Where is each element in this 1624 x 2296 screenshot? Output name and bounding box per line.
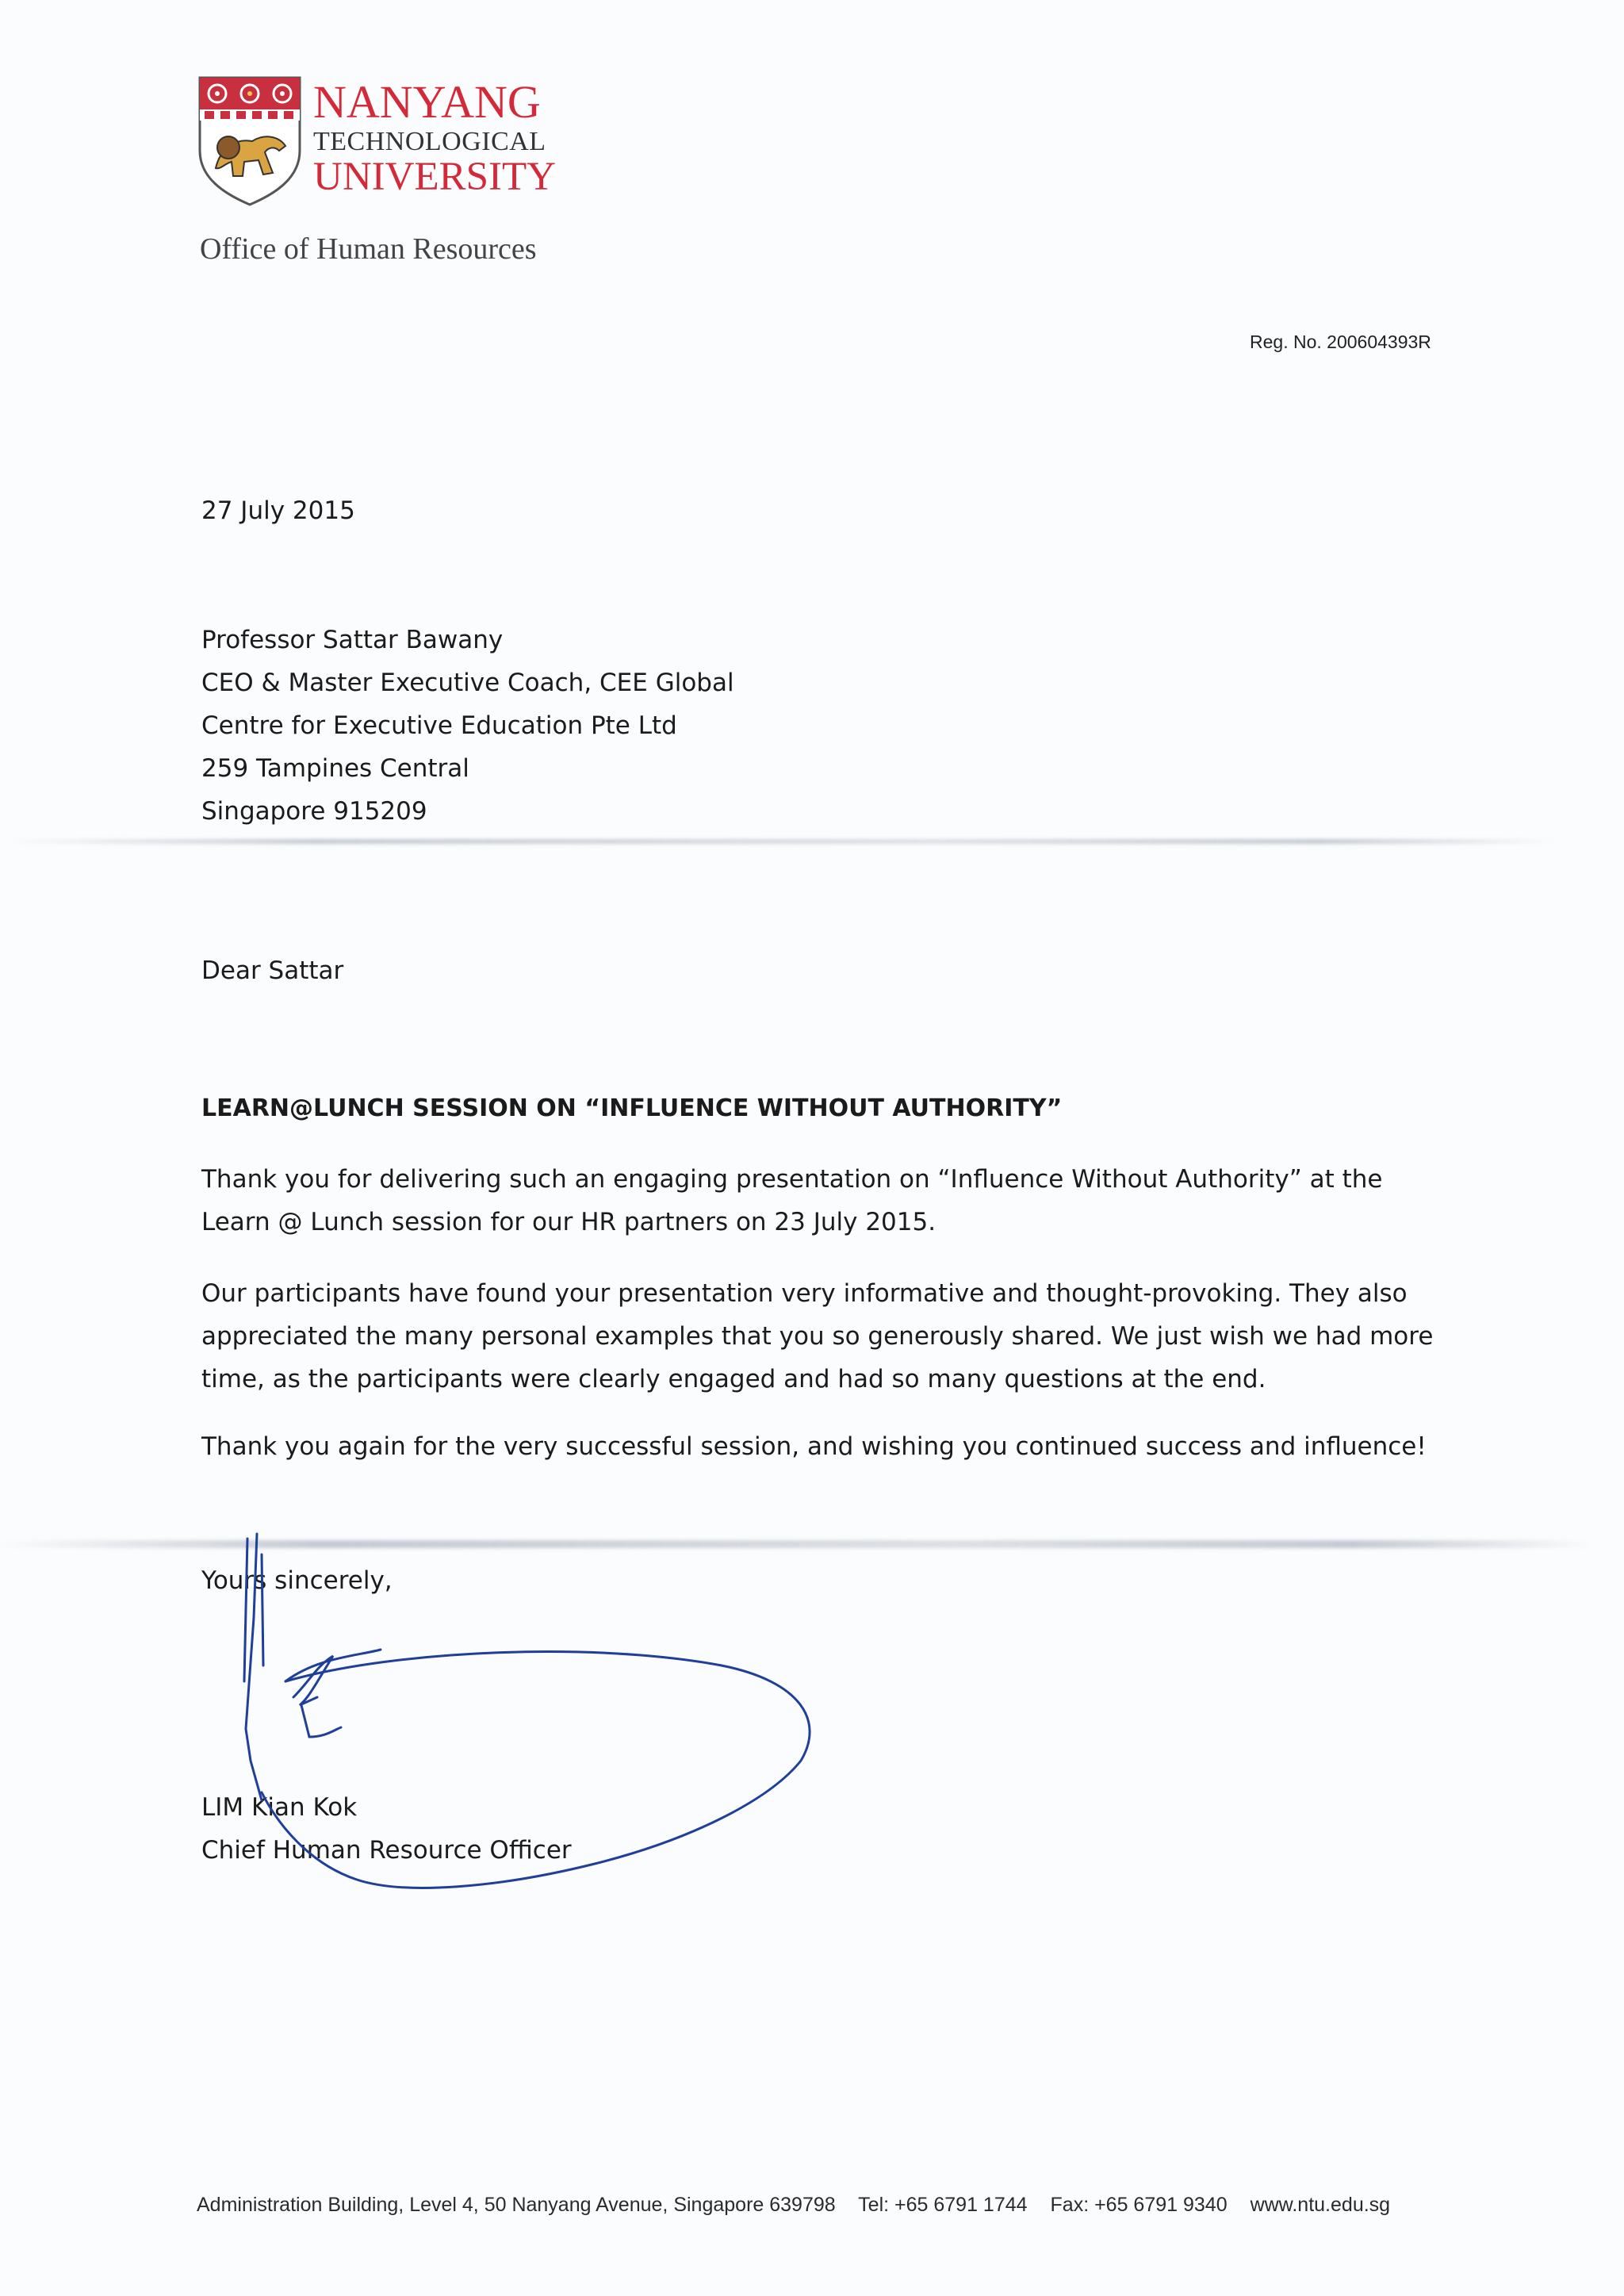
- footer-website[interactable]: www.ntu.edu.sg: [1250, 2194, 1391, 2216]
- footer-address: Administration Building, Level 4, 50 Nanyang Avenue, Singapore 639798: [197, 2194, 836, 2216]
- paragraph-line: appreciated the many personal examples that you so generously shared. We just wish we had more: [201, 1322, 1434, 1351]
- recipient-line: 259 Tampines Central: [201, 754, 469, 783]
- recipient-line: Professor Sattar Bawany: [201, 626, 504, 654]
- scan-streak: [8, 839, 1554, 844]
- salutation: Dear Sattar: [201, 956, 344, 985]
- body-paragraph: [201, 1425, 1427, 1468]
- paragraph-line: Learn @ Lunch session for our HR partners on 23 July 2015.: [201, 1208, 936, 1236]
- recipient-line: CEO & Master Executive Coach, CEE Global: [201, 669, 734, 697]
- office-name: Office of Human Resources: [200, 232, 537, 266]
- paragraph-line: Thank you again for the very successful session, and wishing you continued success and influence!: [201, 1432, 1427, 1461]
- university-crest-logo: [197, 75, 303, 208]
- footer-fax: Fax: +65 6791 9340: [1050, 2194, 1228, 2216]
- letter-subject: LEARN@LUNCH SESSION ON “INFLUENCE WITHOUT AUTHORITY”: [201, 1094, 1063, 1122]
- university-wordmark: [313, 76, 556, 199]
- signer-name: LIM Kian Kok: [201, 1793, 358, 1822]
- recipient-address: [201, 619, 734, 833]
- handwritten-signature: [198, 1523, 833, 1951]
- body-paragraph: [201, 1158, 1383, 1244]
- letter-date: 27 July 2015: [201, 496, 355, 525]
- letter-footer: [197, 2194, 1408, 2217]
- wordmark-line-1: NANYANG: [313, 76, 541, 128]
- signer-title: Chief Human Resource Officer: [201, 1836, 572, 1865]
- wordmark-line-2: TECHNOLOGICAL: [313, 127, 546, 156]
- recipient-line: Centre for Executive Education Pte Ltd: [201, 711, 677, 740]
- closing-phrase: Yours sincerely,: [201, 1566, 393, 1595]
- wordmark-line-3: UNIVERSITY: [313, 155, 556, 199]
- body-paragraph: [201, 1272, 1433, 1401]
- recipient-line: Singapore 915209: [201, 797, 427, 826]
- paragraph-line: Thank you for delivering such an engaging presentation on “Influence Without Authority” at the: [201, 1165, 1383, 1194]
- paragraph-line: Our participants have found your presentation very informative and thought-provoking. They also: [201, 1279, 1408, 1308]
- paragraph-line: time, as the participants were clearly engaged and had so many questions at the end.: [201, 1365, 1266, 1393]
- registration-number: Reg. No. 200604393R: [1250, 332, 1431, 352]
- footer-tel: Tel: +65 6791 1744: [858, 2194, 1028, 2216]
